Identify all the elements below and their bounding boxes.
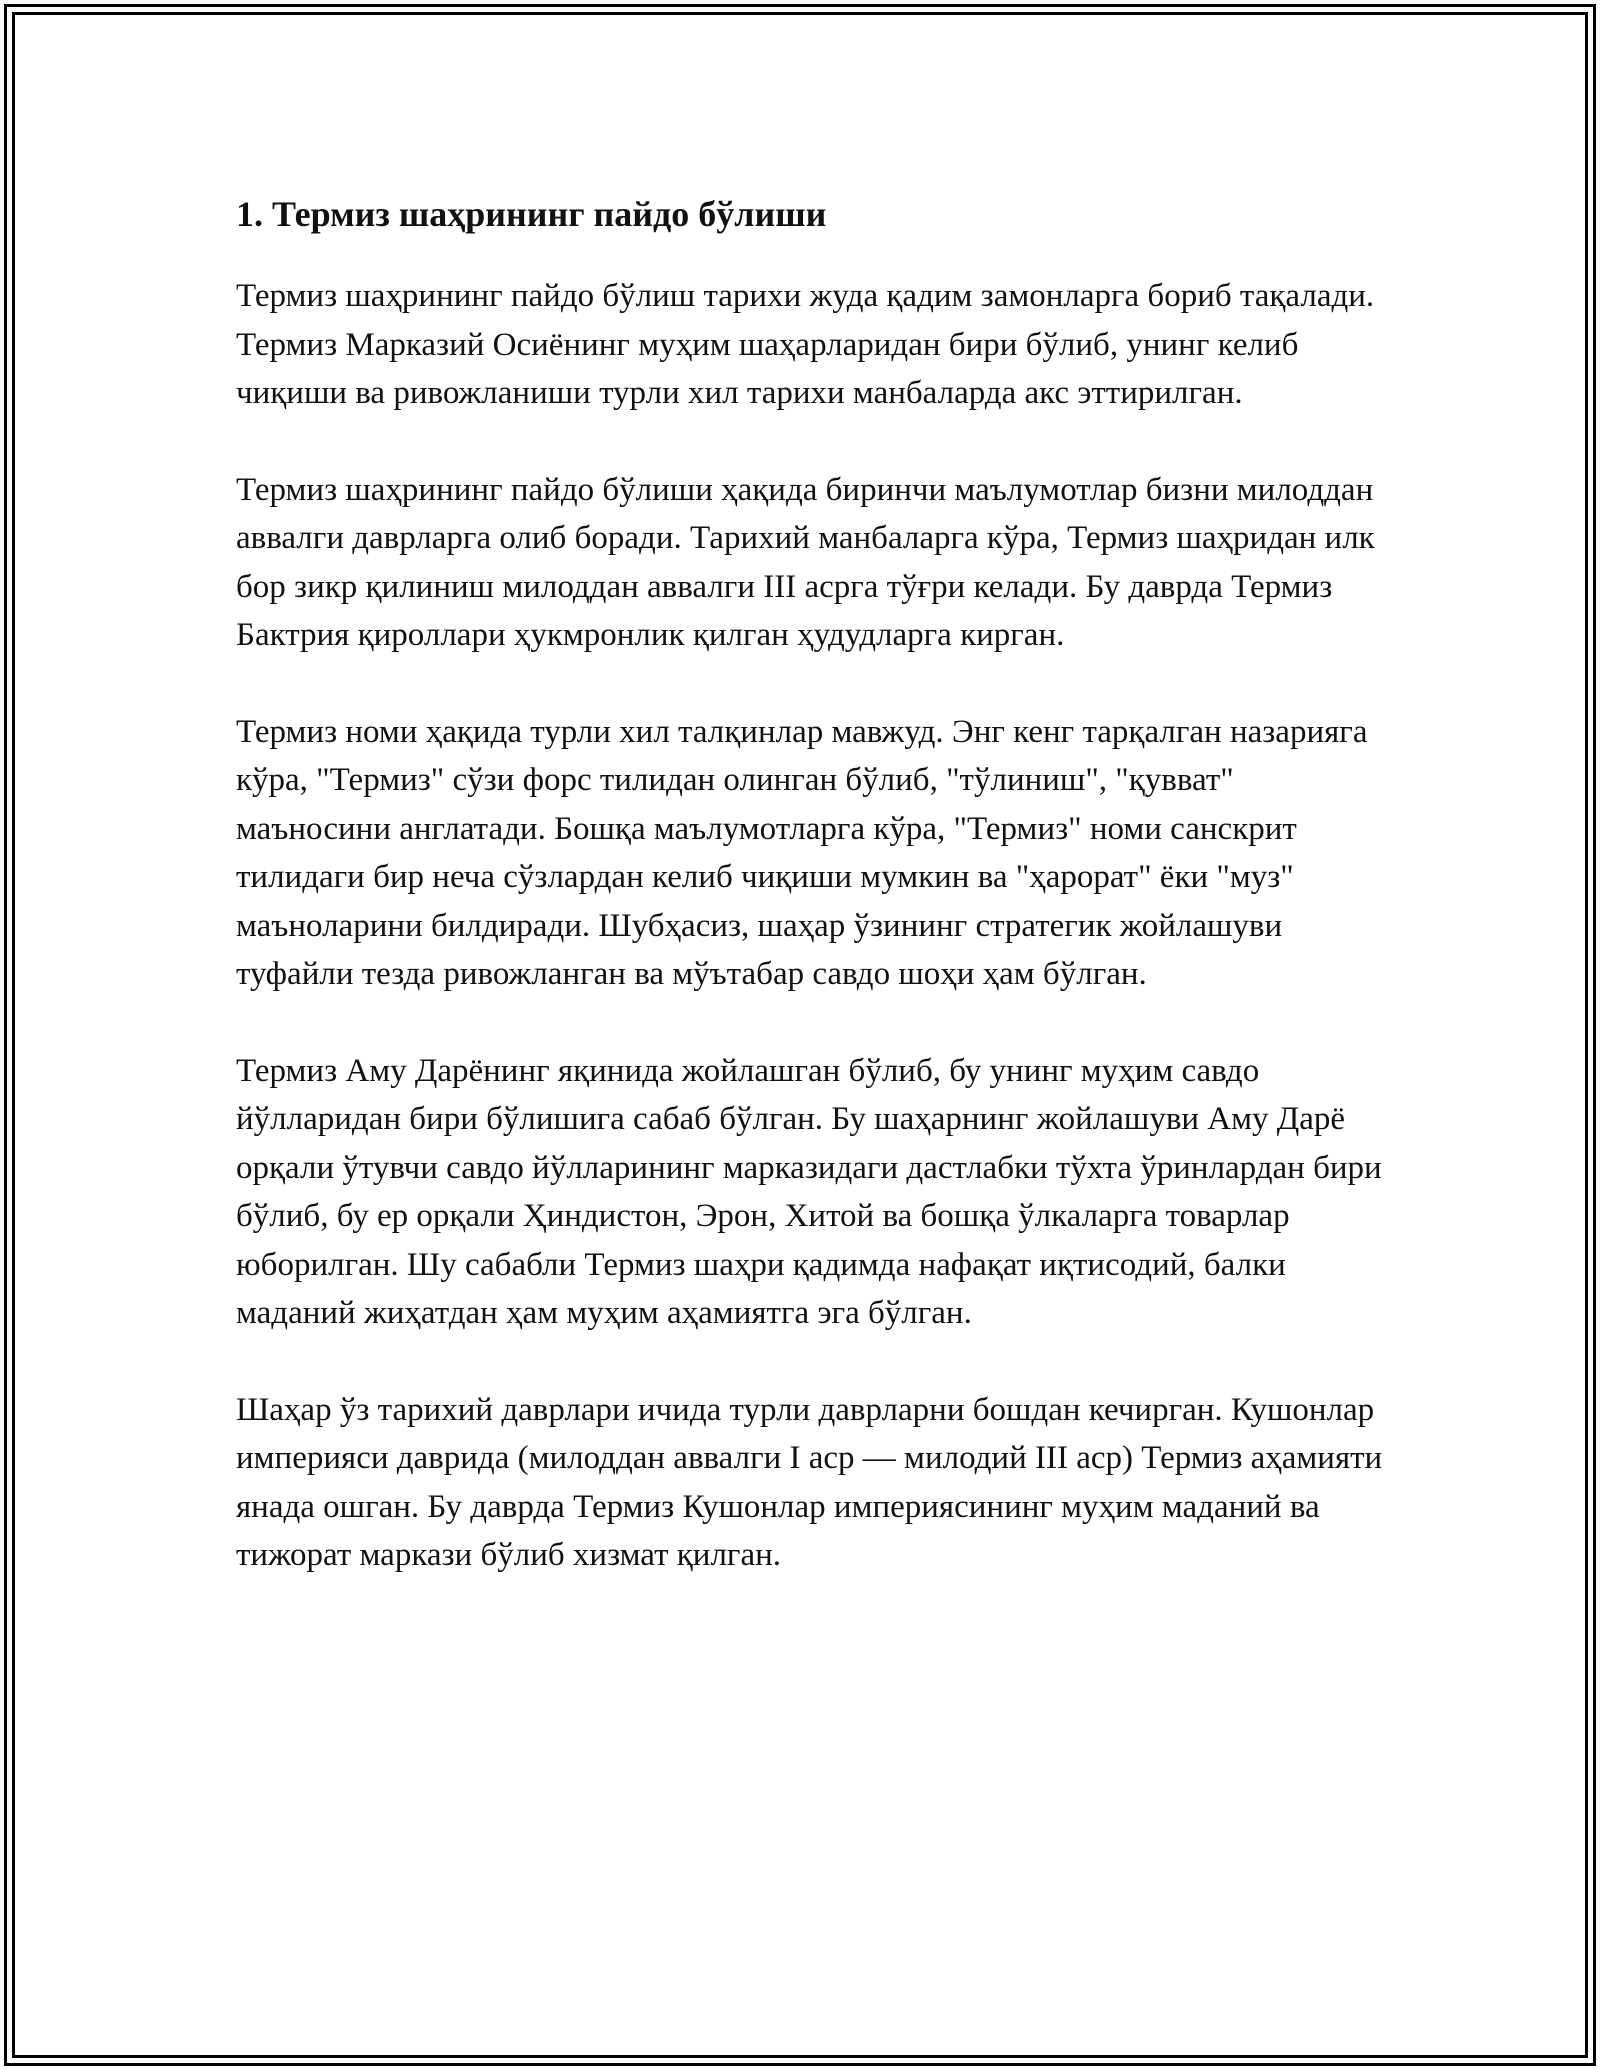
paragraph-1: Термиз шаҳрининг пайдо бўлиш тарихи жуда қадим замонларга бориб тақалади. Термиз Марказий Осиёнинг муҳим шаҳарларидан бири бўлиб, унинг келиб чиқиши ва ривожланиши турли хил тарихи манбаларда акс эттирилган. (236, 278, 1375, 411)
paragraph-4: Термиз Аму Дарёнинг яқинида жойлашган бўлиб, бу унинг муҳим савдо йўлларидан бири бўлишига сабаб бўлган. Бу шаҳарнинг жойлашуви Аму Дарё орқали ўтувчи савдо йўлларининг марказидаги дастлабки тўхта ўринлардан бири бўлиб, бу ер орқали Ҳиндистон, Эрон, Хитой ва бошқа ўлкаларга товарлар юборилган. Шу сабабли Термиз шаҳри қадимда нафақат иқтисодий, балки маданий жиҳатдан ҳам муҳим аҳамиятга эга бўлган. (236, 1052, 1382, 1331)
paragraph-3: Термиз номи ҳақида турли хил талқинлар мавжуд. Энг кенг тарқалган назарияга кўра, "Термиз" сўзи форс тилидан олинган бўлиб, "тўлиниш", "қувват" маъносини англатади. Бошқа маълумотларга кўра, "Термиз" номи санскрит тилидаги бир неча сўзлардан келиб чиқиши мумкин ва "ҳарорат" ёки "муз" маъноларини билдиради. Шубҳасиз, шаҳар ўзининг стратегик жойлашуви туфайли тезда ривожланган ва мўътабар савдо шоҳи ҳам бўлган. (236, 713, 1368, 992)
paragraph-5: Шаҳар ўз тарихий даврлари ичида турли даврларни бошдан кечирган. Кушонлар империяси даврида (милоддан аввалги I аср — милодий III аср) Термиз аҳамияти янада ошган. Бу даврда Термиз Кушонлар империясининг муҳим маданий ва тижорат маркази бўлиб хизмат қилган. (236, 1391, 1383, 1573)
section-heading: 1. Термиз шаҳрининг пайдо бўлиши (236, 194, 827, 234)
document-body (236, 190, 1386, 1628)
paragraph-2: Термиз шаҳрининг пайдо бўлиши ҳақида биринчи маълумотлар бизни милоддан аввалги даврларга олиб боради. Тарихий манбаларга кўра, Термиз шаҳридан илк бор зикр қилиниш милоддан аввалги III асрга тўғри келади. Бу даврда Термиз Бактрия қироллари ҳукмронлик қилган ҳудудларга кирган. (236, 471, 1375, 653)
